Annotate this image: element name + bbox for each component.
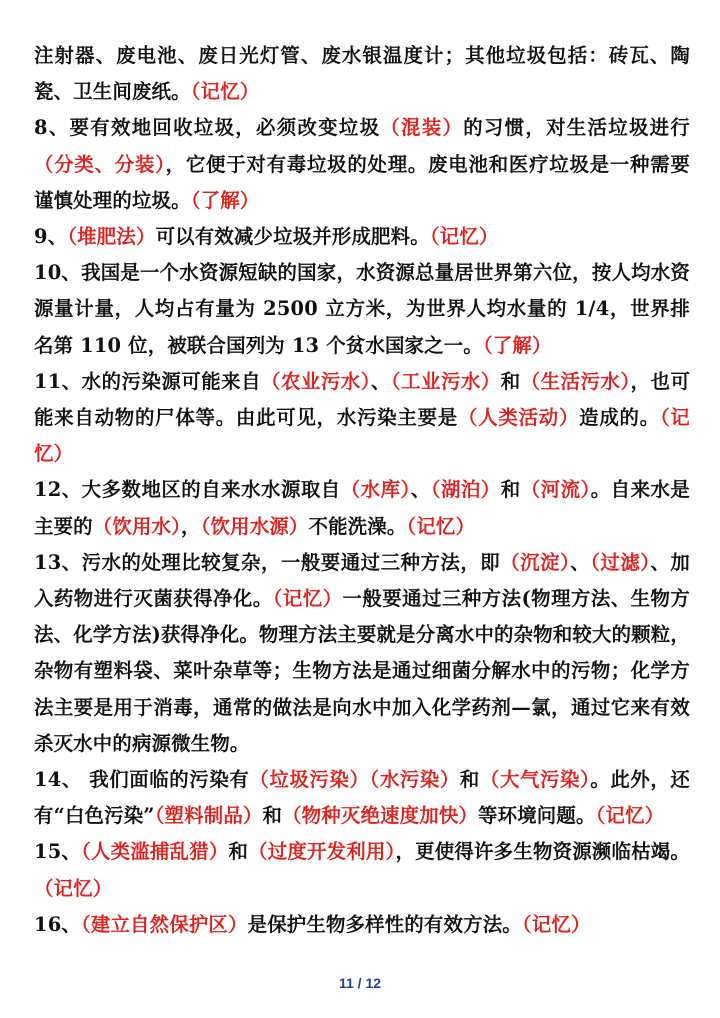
answer-text: （记忆） bbox=[595, 804, 665, 828]
answer-text: （了解） bbox=[482, 333, 552, 357]
body-text: 、 bbox=[370, 369, 391, 393]
paragraph bbox=[34, 255, 690, 364]
answer-text: （工业污水） bbox=[390, 369, 501, 393]
answer-text: （混装） bbox=[380, 116, 464, 140]
answer-text: （了解） bbox=[190, 188, 260, 212]
answer-text: （过度开发利用） bbox=[248, 840, 396, 864]
paragraph bbox=[34, 834, 690, 906]
body-text: 12、大多数地区的自来水水源取自 bbox=[34, 478, 341, 502]
paragraph bbox=[34, 762, 690, 834]
answer-text: （记忆） bbox=[34, 876, 113, 900]
body-text: ，更使得许多生物资源濒临枯竭。 bbox=[395, 840, 690, 864]
answer-text: （生活污水） bbox=[520, 369, 631, 393]
body-text: 的习惯，对生活垃圾进行 bbox=[463, 116, 690, 140]
answer-text: （沉淀） bbox=[500, 550, 571, 574]
answer-text: （水污染） bbox=[369, 768, 460, 792]
answer-text: （堆肥法） bbox=[67, 225, 156, 249]
answer-text: （垃圾污染） bbox=[249, 768, 370, 792]
body-text: 一般要通过三种方法(物理方法、生物方法、化学方法)获得净化。物理方法主要就是分离水中的杂物和较大的颗粒，杂物有塑料袋、菜叶杂草等；生物方法是通过细菌分解水中的污物；化学方法主要是用于消毒，通常的做法是向水中加入化学药剂—氯，通过它来有效杀灭水中的病源微生物。 bbox=[34, 587, 690, 755]
paragraph bbox=[34, 472, 690, 544]
answer-text: （记忆） bbox=[190, 80, 260, 104]
answer-text: （建立自然保护区） bbox=[80, 912, 248, 936]
body-text: 9、 bbox=[34, 225, 68, 249]
answer-text: （湖泊） bbox=[430, 478, 501, 502]
answer-text: （物种灭绝速度加快） bbox=[282, 804, 479, 828]
answer-text: （水库） bbox=[340, 478, 411, 502]
body-text: 。此外，还有“白色污染” bbox=[34, 768, 691, 828]
answer-text: （记忆） bbox=[272, 587, 343, 611]
paragraph bbox=[34, 219, 690, 255]
answer-text: （记忆） bbox=[521, 912, 591, 936]
body-text: 造成的。 bbox=[579, 406, 660, 430]
answer-text: （大气污染） bbox=[479, 768, 591, 792]
body-text: 。自来水是主要的 bbox=[34, 478, 691, 538]
body-text: 13、污水的处理比较复杂，一般要通过三种方法，即 bbox=[34, 550, 501, 574]
body-text: 注射器、废电池、废日光灯管、废水银温度计；其他垃圾包括：砖瓦、陶瓷、卫生间废纸。 bbox=[34, 44, 690, 104]
answer-text: （人类滥捕乱猎） bbox=[81, 840, 229, 864]
body-text: 、 bbox=[570, 550, 591, 574]
answer-text: （记忆） bbox=[406, 514, 476, 538]
answer-text: （记忆） bbox=[34, 406, 691, 466]
body-text: 14、 我们面临的污染有 bbox=[34, 768, 250, 792]
body-text: 和 bbox=[500, 478, 521, 502]
paragraph bbox=[34, 907, 690, 943]
answer-text: （饮用水源） bbox=[200, 514, 309, 538]
body-text: ，也可能来自动物的尸体等。由此可见，水污染主要是 bbox=[34, 369, 691, 430]
answer-text: （过滤） bbox=[590, 550, 651, 574]
body-text: 16、 bbox=[34, 912, 81, 936]
body-text: ， bbox=[181, 514, 201, 538]
body-text: 、加入药物进行灭菌获得净化。 bbox=[34, 550, 691, 611]
body-text: ，它便于对有毒垃圾的处理。废电池和医疗垃圾是一种需要谨慎处理的垃圾。 bbox=[34, 152, 690, 212]
answer-text: （塑料制品） bbox=[154, 804, 263, 828]
body-text: 10、我国是一个水资源短缺的国家，水资源总量居世界第六位，按人均水资源量计量，人均占有量为 2500 立方米，为世界人均水量的 1/4，世界排名第 110 位，被联合国列为 13 个贫水国家之一。 bbox=[34, 261, 690, 357]
body-text: 和 bbox=[459, 768, 480, 792]
answer-text: （分类、分装） bbox=[34, 152, 166, 176]
paragraph bbox=[34, 545, 690, 762]
paragraph bbox=[34, 38, 690, 110]
body-text: 可以有效减少垃圾并形成肥料。 bbox=[155, 225, 430, 249]
body-text: 是保护生物多样性的有效方法。 bbox=[247, 912, 522, 936]
paragraph bbox=[34, 364, 690, 473]
paragraph bbox=[34, 110, 690, 219]
body-text: 、 bbox=[410, 478, 431, 502]
body-text: 不能洗澡。 bbox=[308, 514, 407, 538]
body-text: 等环境问题。 bbox=[478, 804, 596, 828]
answer-text: （河流） bbox=[520, 478, 591, 502]
answer-text: （农业污水） bbox=[261, 369, 371, 393]
answer-text: （记忆） bbox=[429, 225, 499, 249]
page-number: 11 / 12 bbox=[338, 975, 382, 991]
body-text: 8、要有效地回收垃圾，必须改变垃圾 bbox=[34, 116, 381, 140]
body-text: 11、水的污染源可能来自 bbox=[34, 369, 262, 393]
answer-text: （人类活动） bbox=[458, 406, 580, 430]
answer-text: （饮用水） bbox=[92, 514, 182, 538]
body-text: 和 bbox=[228, 840, 249, 864]
body-text: 15、 bbox=[34, 840, 82, 864]
body-text: 和 bbox=[500, 369, 521, 393]
body-text: 和 bbox=[262, 804, 283, 828]
document-body bbox=[34, 38, 690, 943]
